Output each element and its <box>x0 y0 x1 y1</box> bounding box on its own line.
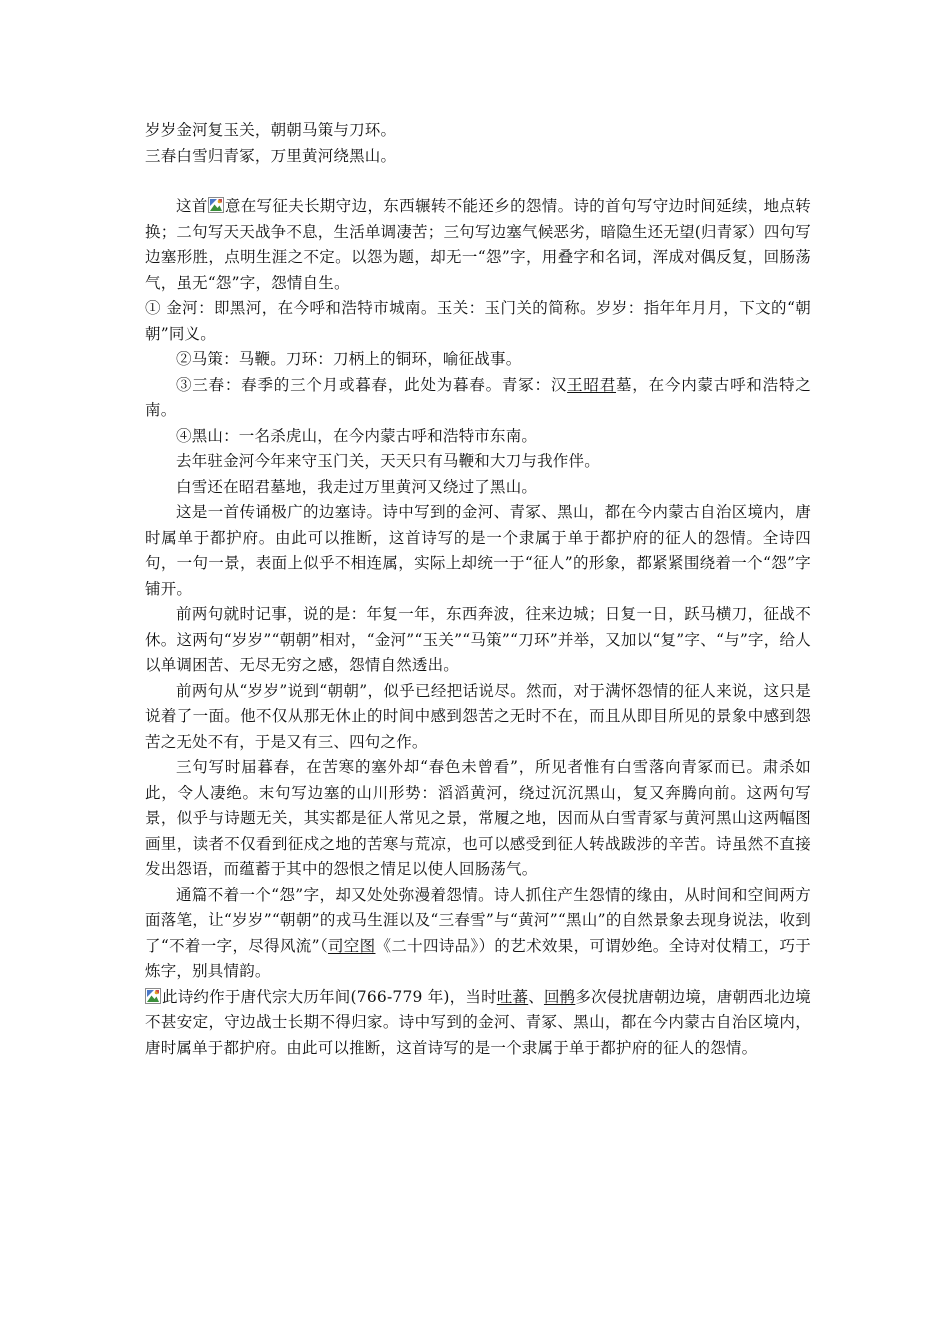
intro-body-text: 意在写征夫长期守边，东西辗转不能还乡的怨情。诗的首句写守边时间延续，地点转换；二句写天天战争不息，生活单调凄苦；三句写边塞气候恶劣，暗隐生还无望(归青冢）四句写边塞形胜，点明生涯之不定。以怨为题，却无一“怨”字，用叠字和名词，浑成对偶反复，回肠荡气，虽无“怨”字，怨情自生。 <box>145 197 812 292</box>
analysis-paragraph-3: 前两句从“岁岁”说到“朝朝”，似乎已经把话说尽。然而，对于满怀怨情的征人来说，这只是说着了一面。他不仅从那无休止的时间中感到怨苦之无时不在，而且从即目所见的景象中感到怨苦之无处不有，于是又有三、四句之作。 <box>145 681 811 751</box>
note-3-lead: ③三春：春季的三个月或暮春，此处为暮春。青冢：汉 <box>176 375 568 394</box>
broken-image-icon <box>208 197 224 213</box>
broken-image-icon <box>145 988 161 1004</box>
sikong-tu-link[interactable]: 司空图 <box>327 936 376 955</box>
analysis-paragraph-4: 三句写时届暮春，在苦寒的塞外却“春色未曾看”，所见者惟有白雪落向青冢而已。肃杀如此，令人凄绝。末句写边塞的山川形势：滔滔黄河，绕过沉沉黑山，复又奔腾向前。这两句写景，似乎与诗题无关，其实都是征人常见之景，常履之地，因而从白雪青冢与黄河黑山这两幅图画里，读者不仅看到征戍之地的苦寒与荒凉，也可以感受到征人转战跋涉的辛苦。诗虽然不直接发出怨语，而蕴蓄于其中的怨恨之情足以使人回肠荡气。 <box>145 758 811 878</box>
poem-line-2: 三春白雪归青冢，万里黄河绕黑山。 <box>145 146 397 165</box>
note-3-tail: 墓，在今内蒙古呼和浩特之南。 <box>145 375 811 419</box>
analysis-paragraph-1: 这是一首传诵极广的边塞诗。诗中写到的金河、青冢、黑山，都在今内蒙古自治区境内，唐时属单于都护府。由此可以推断，这首诗写的是一个隶属于单于都护府的征人的怨情。全诗四句，一句一景，表面上似乎不相连属，实际上却统一于“征人”的形象，都紧紧围绕着一个“怨”字铺开。 <box>145 503 811 598</box>
background-paragraph <box>145 985 811 1062</box>
tubo-link[interactable]: 吐蕃 <box>496 987 529 1006</box>
document-body <box>145 118 811 1061</box>
translation-line-2: 白雪还在昭君墓地，我走过万里黄河又绕过了黑山。 <box>176 477 538 496</box>
note-2: ②马策：马鞭。刀环：刀柄上的铜环，喻征战事。 <box>176 350 522 368</box>
note-4: ④黑山：一名杀虎山，在今内蒙古呼和浩特市东南。 <box>176 426 538 445</box>
analysis-5-tail: 《二十四诗品》）的艺术效果，可谓妙绝。全诗对仗精工，巧于炼字，别具情韵。 <box>145 936 811 980</box>
translation-line-1: 去年驻金河今年来守玉门关，天天只有马鞭和大刀与我作伴。 <box>176 452 600 470</box>
background-tail: 多次侵扰唐朝边境，唐朝西北边境不甚安定，守边战士长期不得归家。诗中写到的金河、青冢、黑山，都在今内蒙古自治区境内，唐时属单于都护府。由此可以推断，这首诗写的是一个隶属于单于都护府的征人的怨情。 <box>145 987 811 1057</box>
intro-paragraph <box>145 194 811 296</box>
analysis-paragraph-2: 前两句就时记事，说的是：年复一年，东西奔波，往来边城；日复一日，跃马横刀，征战不休。这两句“岁岁”“朝朝”相对，“金河”“玉关”“马策”“刀环”并举，又加以“复”字、“与”字，给人以单调困苦、无尽无穷之感，怨情自然透出。 <box>145 605 811 674</box>
intro-lead-text: 这首 <box>176 197 208 215</box>
wang-zhaojun-link[interactable]: 王昭君 <box>567 375 617 394</box>
background-lead: 此诗约作于唐代宗大历年间(766-779 年)，当时 <box>162 987 497 1006</box>
note-1: ① 金河：即黑河，在今呼和浩特市城南。玉关：玉门关的简称。岁岁：指年年月月，下文的“朝朝”同义。 <box>145 299 811 343</box>
spacer <box>145 169 811 194</box>
poem-line-1: 岁岁金河复玉关，朝朝马策与刀环。 <box>145 121 397 139</box>
note-3 <box>145 373 811 424</box>
huihu-link[interactable]: 回鹘 <box>543 987 576 1006</box>
analysis-paragraph-5 <box>145 883 811 985</box>
background-separator: 、 <box>528 987 544 1006</box>
analysis-5-lead: 通篇不着一个“怨”字，却又处处弥漫着怨情。诗人抓住产生怨情的缘由，从时间和空间两方面落笔，让“岁岁”“朝朝”的戎马生涯以及“三春雪”与“黄河”“黑山”的自然景象去现身说法，收到了“不着一字，尽得风流”（ <box>145 885 811 955</box>
